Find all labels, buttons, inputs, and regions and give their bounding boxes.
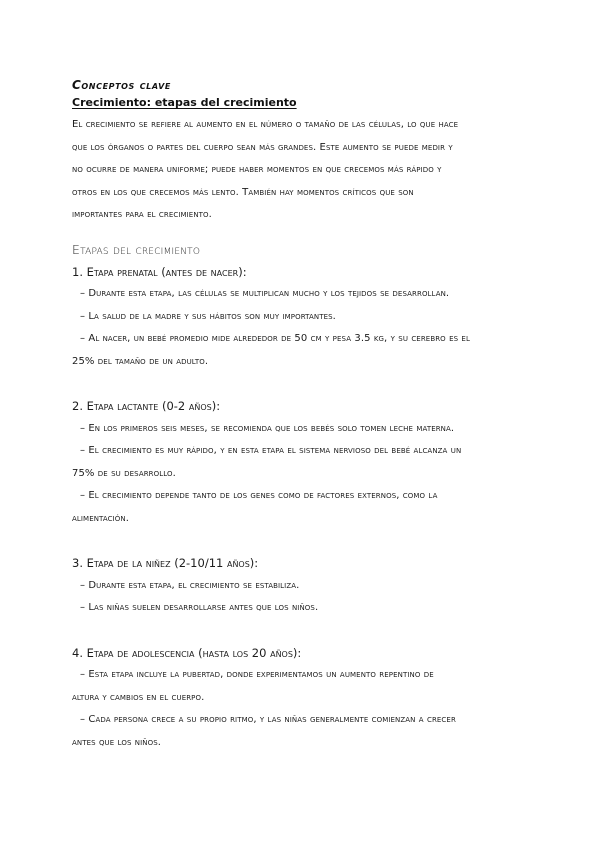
intro-line: importantes para el crecimiento. <box>72 209 212 220</box>
intro-paragraph <box>72 114 532 227</box>
document-content <box>72 76 532 754</box>
stage-block <box>72 261 532 374</box>
stage-line: 25% del tamaño de un adulto. <box>72 355 209 367</box>
stage-line: – Al nacer, un bebé promedio mide alrededor de 50 cm y pesa 3.5 kg, y su cerebro es el <box>80 333 470 344</box>
stage-line: – Durante esta etapa, las células se multiplican mucho y los tejidos se desarrollan. <box>80 288 450 299</box>
stage-line: – En los primeros seis meses, se recomienda que los bebés solo tomen leche materna. <box>80 422 455 434</box>
stage-line: 75% de su desarrollo. <box>72 467 176 479</box>
stage-title: 1. Etapa prenatal (antes de nacer): <box>72 264 247 279</box>
intro-line: no ocurre de manera uniforme; puede haber momentos en que crecemos más rápido y <box>72 164 442 175</box>
spacer <box>72 620 532 642</box>
stage-line: – Las niñas suelen desarrollarse antes que los niños. <box>80 602 319 613</box>
stage-line: – Durante esta etapa, el crecimiento se estabiliza. <box>80 579 300 591</box>
document-heading: Conceptos clave <box>72 78 171 92</box>
stage-line: – Esta etapa incluye la pubertad, donde experimentamos un aumento repentino de <box>80 669 434 680</box>
section-title: Etapas del crecimiento <box>72 241 201 257</box>
stage-title: 2. Etapa lactante (0-2 años): <box>72 399 221 413</box>
intro-line: El crecimiento se refiere al aumento en el número o tamaño de las células, lo que hace <box>72 119 459 130</box>
stage-line: – El crecimiento depende tanto de los genes como de factores externos, como la <box>80 490 438 501</box>
stage-line: alimentación. <box>72 512 130 524</box>
stage-line: – El crecimiento es muy rápido, y en esta etapa el sistema nervioso del bebé alcanza un <box>80 445 462 456</box>
spacer <box>72 530 532 552</box>
document-subheading: Crecimiento: etapas del crecimiento <box>72 96 297 109</box>
stage-block <box>72 642 532 755</box>
stage-block <box>72 552 532 620</box>
stage-line: altura y cambios en el cuerpo. <box>72 691 205 703</box>
stage-title: 3. Etapa de la niñez (2-10/11 años): <box>72 556 259 570</box>
intro-line: que los órganos o partes del cuerpo sean más grandes. Este aumento se puede medir y <box>72 141 453 153</box>
spacer <box>72 373 532 395</box>
intro-line: otros en los que crecemos más lento. También hay momentos críticos que son <box>72 186 414 198</box>
stage-line: – La salud de la madre y sus hábitos son muy importantes. <box>80 310 336 322</box>
stage-line: antes que los niños. <box>72 736 162 748</box>
stage-block <box>72 395 532 530</box>
stage-line: – Cada persona crece a su propio ritmo, y las niñas generalmente comienzan a crecer <box>80 714 456 725</box>
stage-title: 4. Etapa de adolescencia (hasta los 20 años): <box>72 645 302 660</box>
